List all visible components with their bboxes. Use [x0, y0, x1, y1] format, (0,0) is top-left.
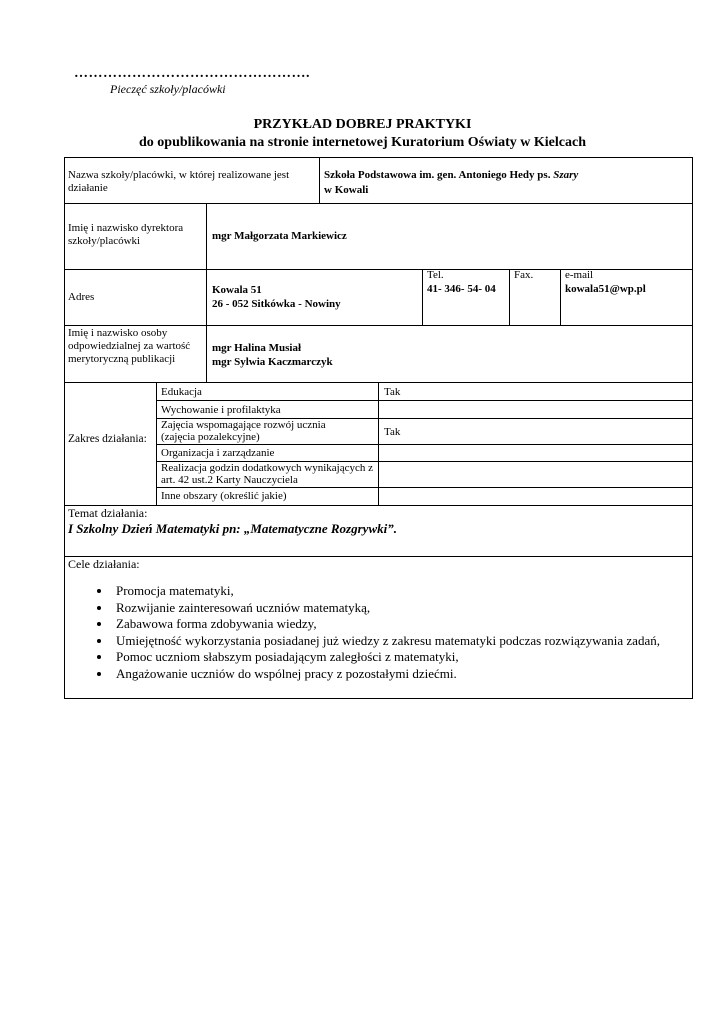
- scope-area-upbringing: Wychowanie i profilaktyka: [161, 404, 281, 416]
- scope-area-other: Inne obszary (określić jakie): [161, 490, 287, 502]
- table-border-top: [64, 157, 693, 158]
- responsible-person-2: mgr Sylwia Kaczmarczyk: [212, 356, 333, 368]
- school-name-part2: w Kowali: [324, 184, 369, 196]
- col-divider: [560, 269, 561, 325]
- row-divider: [64, 325, 693, 326]
- tel-value: 41- 346- 54- 04: [427, 283, 496, 295]
- scope-area-additional-hours: Realizacja godzin dodatkowych wynikających z art. 42 ust.2 Karty Nauczyciela: [161, 462, 373, 486]
- row-divider: [64, 556, 693, 557]
- school-name-italic: Szary: [553, 169, 579, 181]
- school-name-value: [324, 168, 688, 198]
- topic-value: I Szkolny Dzień Matematyki pn: „Matematyczne Rozgrywki”.: [68, 521, 397, 536]
- school-stamp: [74, 66, 310, 96]
- tel-label: Tel.: [427, 269, 444, 281]
- stamp-label: Pieczęć szkoły/placówki: [110, 82, 226, 96]
- scope-area-extracurricular: Zajęcia wspomagające rozwój ucznia (zajęcia pozalekcyjne): [161, 419, 326, 443]
- row-divider: [64, 203, 693, 204]
- goal-item: • Angażowanie uczniów do wspólnej pracy z pozostałymi dziećmi.: [112, 666, 712, 683]
- address-line2: 26 - 052 Sitkówka - Nowiny: [212, 298, 341, 310]
- goal-item: • Promocja matematyki,: [112, 583, 712, 600]
- row-divider: [64, 505, 693, 506]
- goal-item: • Umiejętność wykorzystania posiadanej już wiedzy z zakresu matematyki podczas rozwiązywania zadań,: [112, 633, 712, 650]
- scope-value-education: Tak: [384, 386, 401, 398]
- email-label: e-mail: [565, 269, 594, 281]
- col-divider: [422, 269, 423, 325]
- table-border-bottom: [64, 698, 693, 699]
- responsible-person-1: mgr Halina Musiał: [212, 342, 302, 354]
- responsible-label: Imię i nazwisko osoby odpowiedzialnej za wartość merytoryczną publikacji: [68, 327, 191, 365]
- scope-row-divider: [156, 444, 693, 445]
- school-name-label: Nazwa szkoły/placówki, w której realizowane jest działanie: [68, 169, 290, 194]
- scope-value-extracurricular: Tak: [384, 426, 401, 438]
- goal-item: • Zabawowa forma zdobywania wiedzy,: [112, 616, 712, 633]
- col-divider: [206, 203, 207, 382]
- topic-label: Temat działania:: [68, 506, 148, 520]
- address-line1: Kowala 51: [212, 284, 262, 296]
- scope-row-divider: [156, 487, 693, 488]
- page-title: PRZYKŁAD DOBREJ PRAKTYKI: [253, 117, 472, 132]
- director-value: mgr Małgorzata Markiewicz: [212, 230, 347, 242]
- goal-item: • Pomoc uczniom słabszym posiadającym zaległości z matematyki,: [112, 649, 712, 666]
- row-divider: [64, 269, 693, 270]
- col-divider: [319, 157, 320, 203]
- goal-item: • Rozwijanie zainteresowań uczniów matematyką,: [112, 600, 712, 617]
- page-subtitle: do opublikowania na stronie internetowej Kuratorium Oświaty w Kielcach: [139, 135, 586, 150]
- stamp-dotted-line: ………………………………………….: [74, 66, 310, 81]
- director-label: Imię i nazwisko dyrektora szkoły/placówki: [68, 222, 184, 247]
- school-name-part1: Szkoła Podstawowa im. gen. Antoniego Hedy ps.: [324, 169, 554, 181]
- scope-area-organization: Organizacja i zarządzanie: [161, 447, 275, 459]
- scope-area-education: Edukacja: [161, 386, 202, 398]
- scope-row-divider: [156, 400, 693, 401]
- address-label: Adres: [68, 291, 95, 303]
- fax-label: Fax.: [514, 269, 534, 281]
- email-value: kowala51@wp.pl: [565, 283, 646, 295]
- goals-label: Cele działania:: [68, 557, 140, 571]
- scope-label: Zakres działania:: [68, 433, 147, 445]
- col-divider: [509, 269, 510, 325]
- goals-list: [64, 583, 712, 682]
